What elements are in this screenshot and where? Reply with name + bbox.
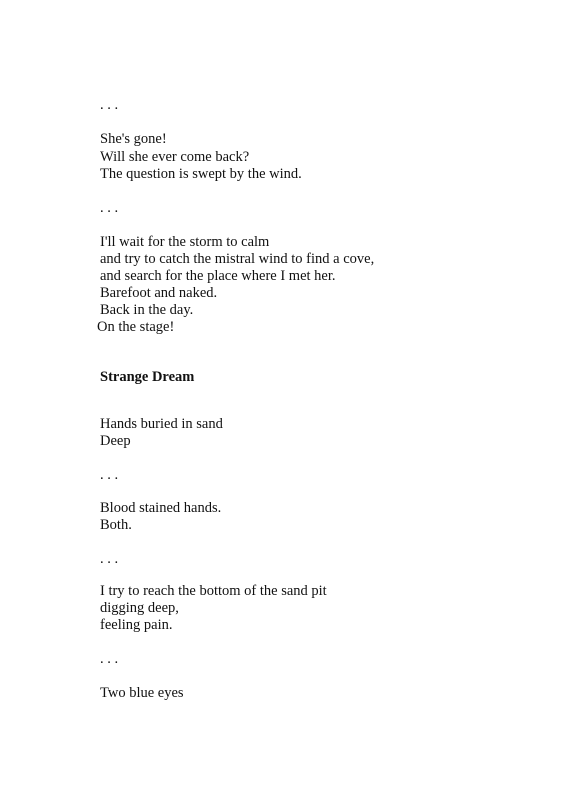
poem-line: I try to reach the bottom of the sand pit (100, 583, 327, 599)
poem-line: The question is swept by the wind. (100, 166, 302, 182)
poem-line: Deep (100, 433, 131, 449)
separator: . . . (100, 200, 119, 216)
separator: . . . (100, 651, 119, 667)
separator: . . . (100, 467, 119, 483)
poem-line: On the stage! (97, 319, 175, 335)
poem-line: Back in the day. (100, 302, 194, 318)
poem-line: Both. (100, 517, 132, 533)
poem-line: She's gone! (100, 131, 167, 147)
poem-line: and try to catch the mistral wind to find a cove, (100, 251, 375, 267)
poem-line: Hands buried in sand (100, 416, 223, 432)
separator: . . . (100, 97, 119, 113)
poem-line: digging deep, (100, 600, 179, 616)
poem-line: Blood stained hands. (100, 500, 222, 516)
poem-line: and search for the place where I met her. (100, 268, 336, 284)
poem-line: Will she ever come back? (100, 149, 250, 165)
poem-line: feeling pain. (100, 617, 173, 633)
poem-line: I'll wait for the storm to calm (100, 234, 270, 250)
separator: . . . (100, 551, 119, 567)
poem-title: Strange Dream (100, 369, 195, 385)
poem-line: Barefoot and naked. (100, 285, 218, 301)
poem-line: Two blue eyes (100, 685, 184, 701)
